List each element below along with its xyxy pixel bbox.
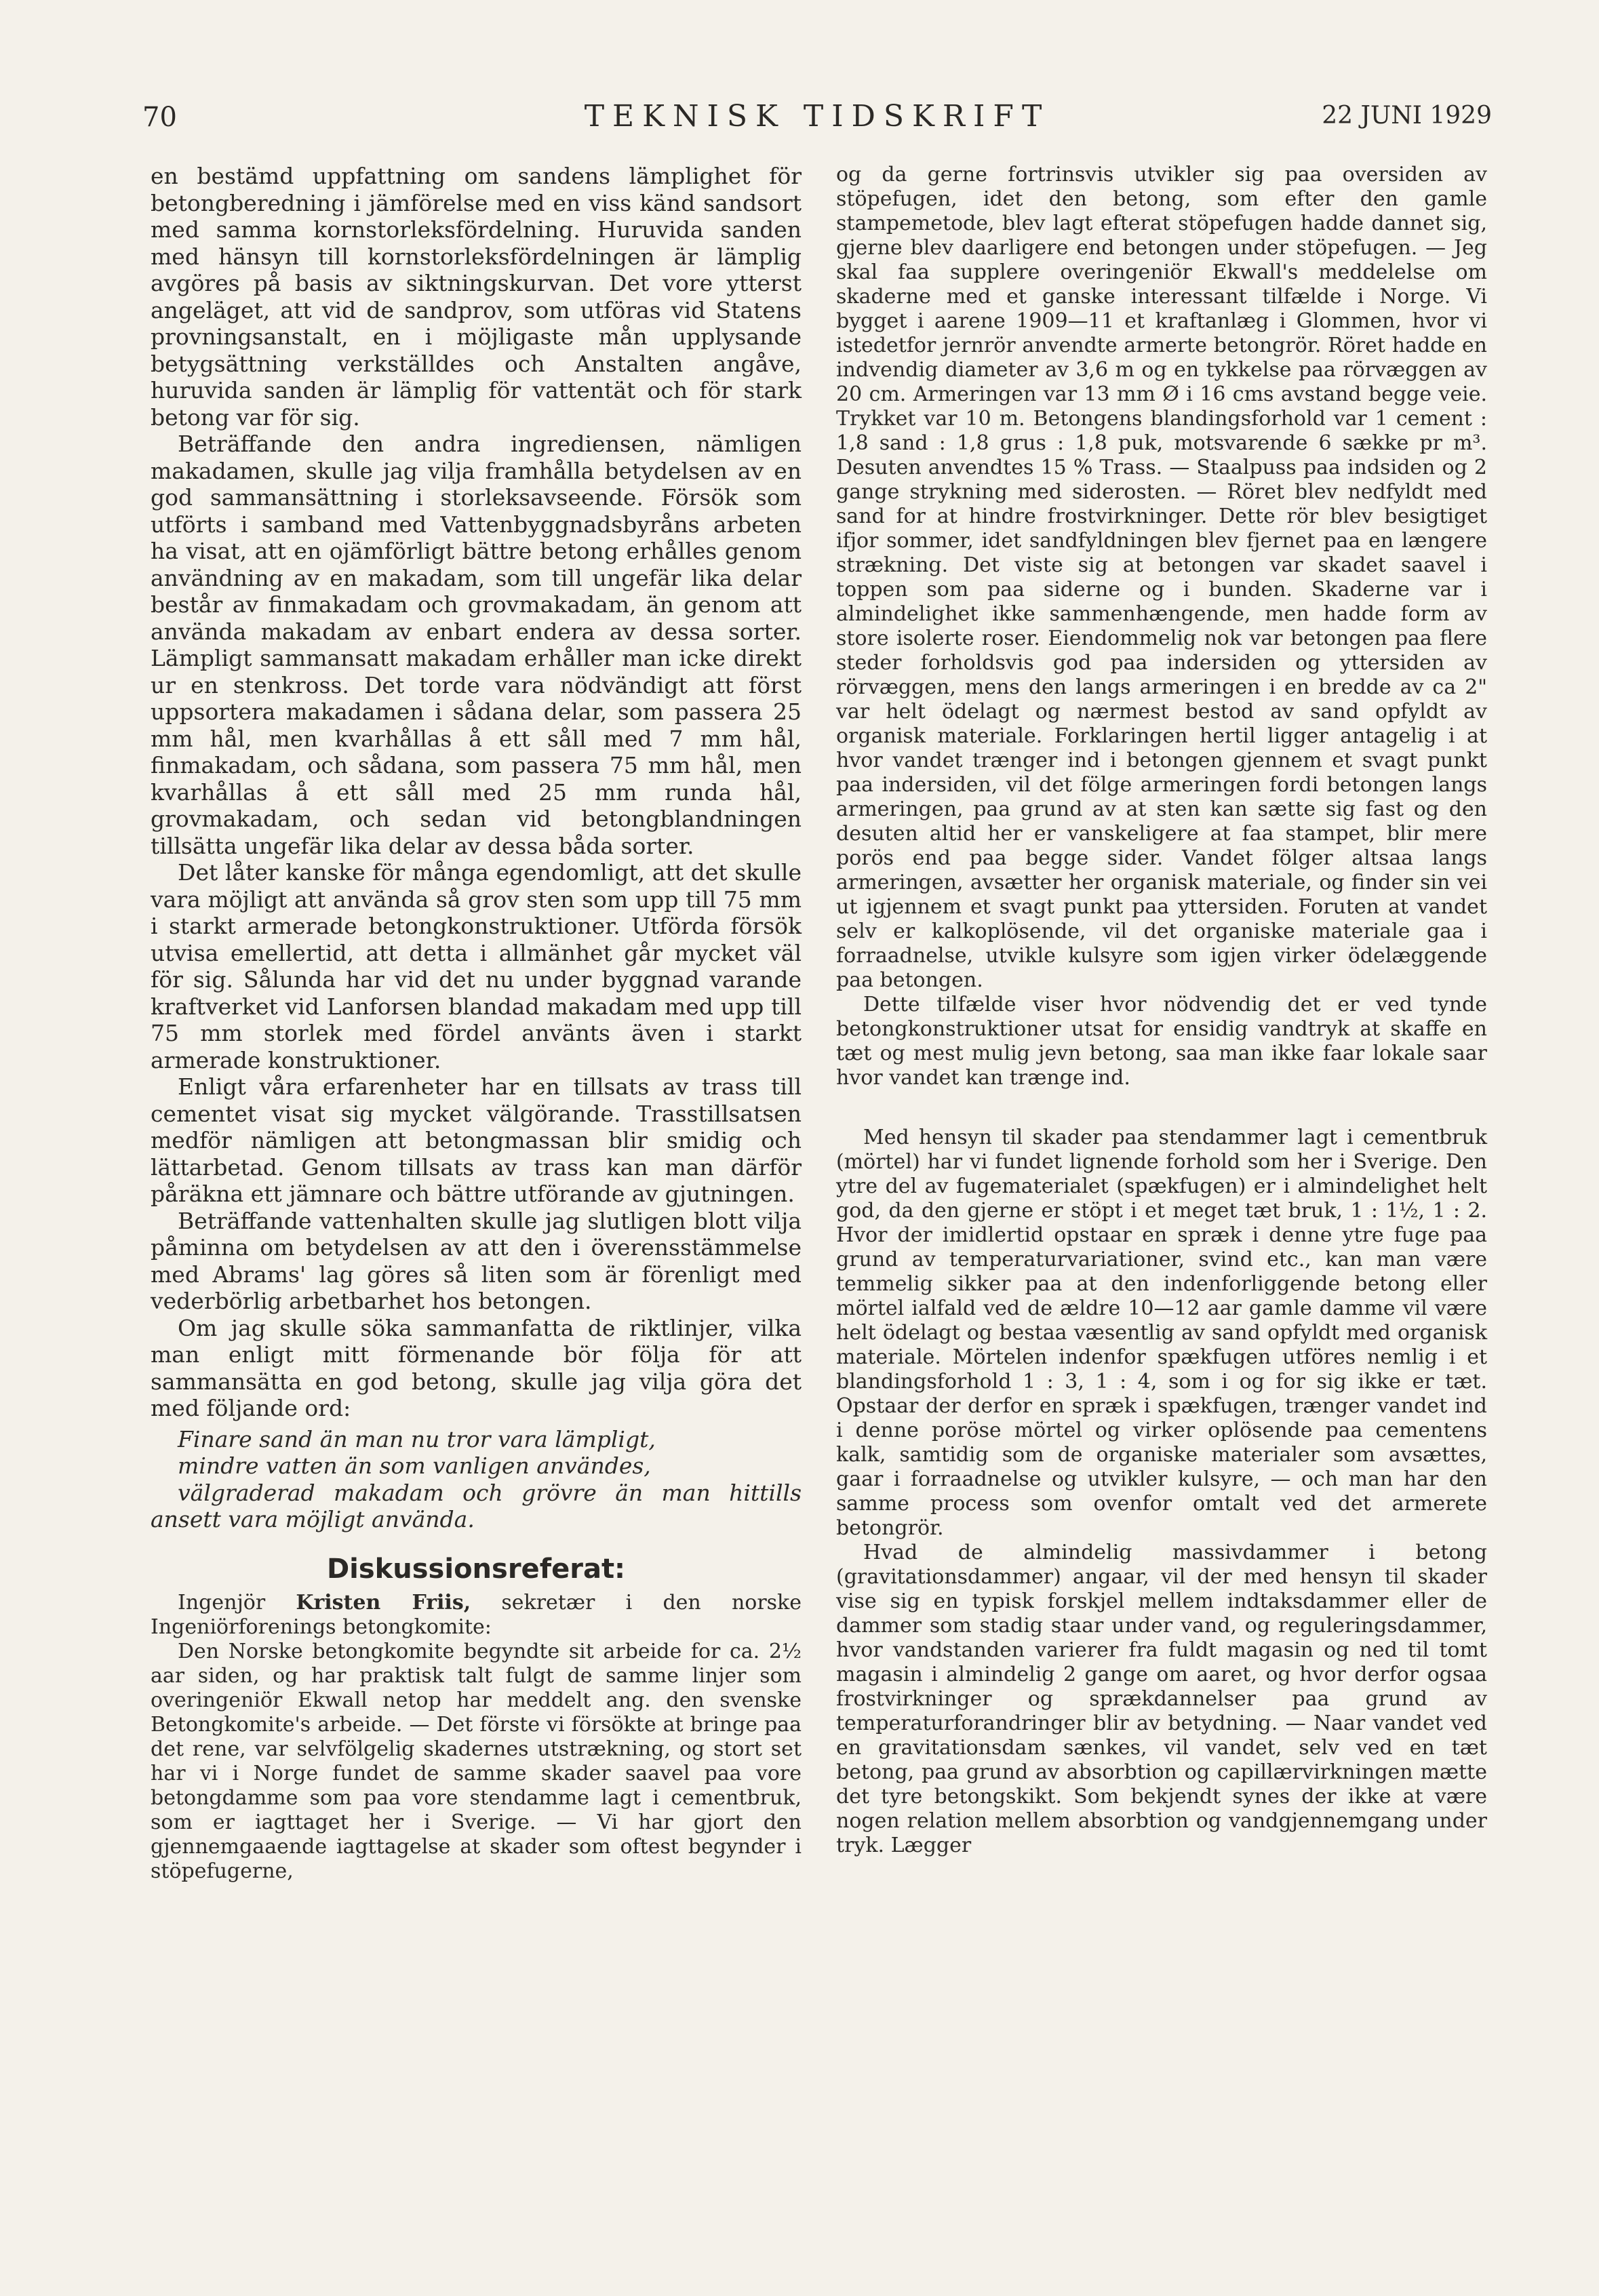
speaker-role: sekretær i den norske Ingeniörforenings betongkomite: <box>151 1591 802 1639</box>
journal-title: TEKNISK TIDSKRIFT <box>584 99 1050 134</box>
paragraph: Med hensyn til skader paa stendammer lagt i cementbruk (mörtel) har vi fundet lignende forhold som her i Sverige. Den ytre del av fugematerialet (spækfugen) er i almindelighet helt god, da den gjerne er stöpt i et meget tæt bruk, 1 : 1½, 1 : 2. Hvor der imidlertid opstaar en spræk i denne ytre fuge paa grund av temperaturvariationer, svind etc., kan man være temmelig sikker paa at den indenforliggende betong eller mörtel ialfald ved de ældre 10—12 aar gamle damme vil være helt ödelagt og bestaa væsentlig av sand opfyldt med organisk materiale. Mörtelen indenfor spækfugen utföres nemlig i et blandingsforhold 1 : 3, 1 : 4, som i og for sig ikke er tæt. Opstaar der derfor en spræk i spækfugen, trænger vandet ind i denne poröse mörtel og virker oplösende paa cementens kalk, samtidig som de organiske materialer som avsættes, gaar i forraadnelse og utvikler kulsyre, — och man har den samme process som ovenfor omtalt ved det armerete betongrör. <box>836 1126 1487 1540</box>
paragraph: Enligt våra erfarenheter har en tillsats av trass till cementet visat sig mycket välgörande. Trasstillsatsen medför nämligen att betongmassan blir smidig och lättarbetad. Genom tillsats av trass kan man därför påräkna ett jämnare och bättre utförande av gjutningen. <box>151 1073 802 1207</box>
quote-line: välgraderad makadam och grövre än man hittills ansett vara möjligt använda. <box>151 1479 802 1532</box>
paragraph: og da gerne fortrinsvis utvikler sig paa oversiden av stöpefugen, idet den betong, som efter den gamle stampemetode, blev lagt efterat stöpefugen hadde dannet sig, gjerne blev daarligere end betongen under stöpefugen. — Jeg skal faa supplere overingeniör Ekwall's meddelelse om skaderne med et ganske interessant tilfælde i Norge. Vi bygget i aarene 1909—11 et kraftanlæg i Glommen, hvor vi istedetfor jernrör anvendte armerte betongrör. Röret hadde en indvendig diameter av 3,6 m og en tykkelse paa rörvæggen av 20 cm. Armeringen var 13 mm Ø i 16 cms avstand begge veie. Trykket var 10 m. Betongens blandingsforhold var 1 cement : 1,8 sand : 1,8 grus : 1,8 puk, motsvarende 6 sække pr m³. Desuten anvendtes 15 % Trass. — Staalpuss paa indsiden og 2 gange strykning med siderosten. — Röret blev nedfyldt med sand for at hindre frostvirkninger. Dette rör blev besigtiget ifjor sommer, idet sandfyldningen blev fjernet paa en længere strækning. Det viste sig at betongen var skadet saavel i toppen som paa siderne og i bunden. Skaderne var i almindelighet ikke sammenhængende, men hadde form av store isolerte roser. Eiendommelig nok var betongen paa flere steder forholdsvis god paa indersiden og yttersiden av rörvæggen, mens den langs armeringen i en bredde av ca 2" var helt ödelagt og nærmest bestod av sand opfyldt av organisk materiale. Forklaringen hertil ligger antagelig i at hvor vandet trænger ind i betongen gjennem et svagt punkt paa indersiden, vil det fölge armeringen fordi betongen langs armeringen, paa grund av at sten kan sætte sig fast og den desuten altid her er vanskeligere at faa stampet, blir mere porös end paa begge sider. Vandet fölger altsaa langs armeringen, avsætter her organisk materiale, og finder sin vei ut igjennem et svagt punkt paa yttersiden. Foruten at vandet selv er kalkoplösende, vil det organiske materiale gaa i forraadnelse, utvikle kulsyre som igjen virker ödelæggende paa betongen. <box>836 163 1487 992</box>
page-header <box>142 95 1492 149</box>
paragraph: Beträffande den andra ingrediensen, nämligen makadamen, skulle jag vilja framhålla betydelsen av en god sammansättning i storleksavseende. Försök som utförts i samband med Vattenbyggnadsbyråns arbeten ha visat, att en ojämförligt bättre betong erhålles genom användning av en makadam, som till ungefär lika delar består av finmakadam och grovmakadam, än genom att använda makadam av enbart endera av dessa sorter. Lämpligt sammansatt makadam erhåller man icke direkt ur en stenkross. Det torde vara nödvändigt att först uppsortera makadamen i sådana delar, som passera 25 mm hål, men kvarhållas å ett såll med 7 mm hål, finmakadam, och sådana, som passera 75 mm hål, men kvarhållas å ett såll med 25 mm runda hål, grovmakadam, och sedan vid betongblandningen tillsätta ungefär lika delar av dessa båda sorter. <box>151 431 802 859</box>
paragraph: Det låter kanske för många egendomligt, att det skulle vara möjligt att använda så grov sten som upp till 75 mm i starkt armerade betongkonstruktioner. Utförda försök utvisa emellertid, att detta i allmänhet går mycket väl för sig. Sålunda har vid det nu under byggnad varande kraftverket vid Lanforsen blandad makadam med upp till 75 mm storlek med fördel använts även i starkt armerade konstruktioner. <box>151 859 802 1073</box>
paragraph: Om jag skulle söka sammanfatta de riktlinjer, vilka man enligt mitt förmenande bör följa för att sammansätta en god betong, skulle jag vilja göra det med följande ord: <box>151 1314 802 1421</box>
right-column <box>836 163 1487 1858</box>
section-gap <box>836 1090 1487 1126</box>
paragraph: Hvad de almindelig massivdammer i betong (gravitationsdammer) angaar, vil der med hensyn til skader vise sig en typisk forskjel mellem indtaksdammer eller de dammer som stadig staar under vand, og reguleringsdammer, hvor vandstanden varierer fra fuldt magasin og ned til tomt magasin i almindelig 2 gange om aaret, og hvor derfor ogsaa frostvirkninger og sprækdannelser paa grund av temperaturforandringer blir av betydning. — Naar vandet ved en gravitationsdam sænkes, vil vandet, selv ved en tæt betong, paa grund av absorbtion og capillærvirkningen mætte det tyre betongskikt. Som bekjendt synes der ikke at være nogen relation mellem absorbtion og vandgjennemgang under tryk. Lægger <box>836 1541 1487 1857</box>
issue-date: 22 JUNI 1929 <box>1322 102 1492 130</box>
quote-line: mindre vatten än som vanligen användes, <box>178 1452 651 1479</box>
paragraph: en bestämd uppfattning om sandens lämplighet för betongberedning i jämförelse med en viss känd sandsort med samma kornstorleksfördelning. Huruvida sanden med hänsyn till kornstorleksfördelningen är lämplig avgöres på basis av siktningskurvan. Det vore ytterst angeläget, att vid de sandprov, som utföras vid Statens provningsanstalt, en i möjligaste mån upplysande betygsättning verkställdes och Anstalten angåve, huruvida sanden är lämplig för vattentät och för stark betong var för sig. <box>151 163 802 431</box>
discussion-heading: Diskussionsreferat: <box>326 1553 626 1585</box>
paragraph: Dette tilfælde viser hvor nödvendig det er ved tynde betongkonstruktioner utsat for ensidig vandtryk at skaffe en tæt og mest mulig jevn betong, saa man ikke faar lokale saar hvor vandet kan trænge ind. <box>836 993 1487 1090</box>
speaker-title: Ingenjör <box>178 1591 296 1615</box>
left-column <box>151 163 802 1884</box>
summary-quote <box>151 1426 802 1533</box>
speaker-intro <box>151 1591 802 1640</box>
paragraph: Beträffande vattenhalten skulle jag slutligen blott vilja påminna om betydelsen av att den i överensstämmelse med Abrams' lag göres så liten som är förenligt med vederbörlig arbetbarhet hos betongen. <box>151 1207 802 1314</box>
paragraph: Den Norske betongkomite begyndte sit arbeide for ca. 2½ aar siden, og har praktisk talt fulgt de samme linjer som overingeniör Ekwall netop har meddelt ang. den svenske Betongkomite's arbeide. — Det förste vi försökte at bringe paa det rene, var selvfölgelig skadernes utstrækning, og stort set har vi i Norge fundet de samme skader saavel paa vore betongdamme som paa vore stendamme lagt i cementbruk, som er iagttaget her i Sverige. — Vi har gjort den gjennemgaaende iagttagelse at skader som oftest begynder i stöpefugerne, <box>151 1640 802 1883</box>
page-number: 70 <box>142 102 177 133</box>
quote-line: Finare sand än man nu tror vara lämpligt, <box>178 1425 656 1452</box>
speaker-name: Kristen Friis, <box>296 1591 471 1615</box>
